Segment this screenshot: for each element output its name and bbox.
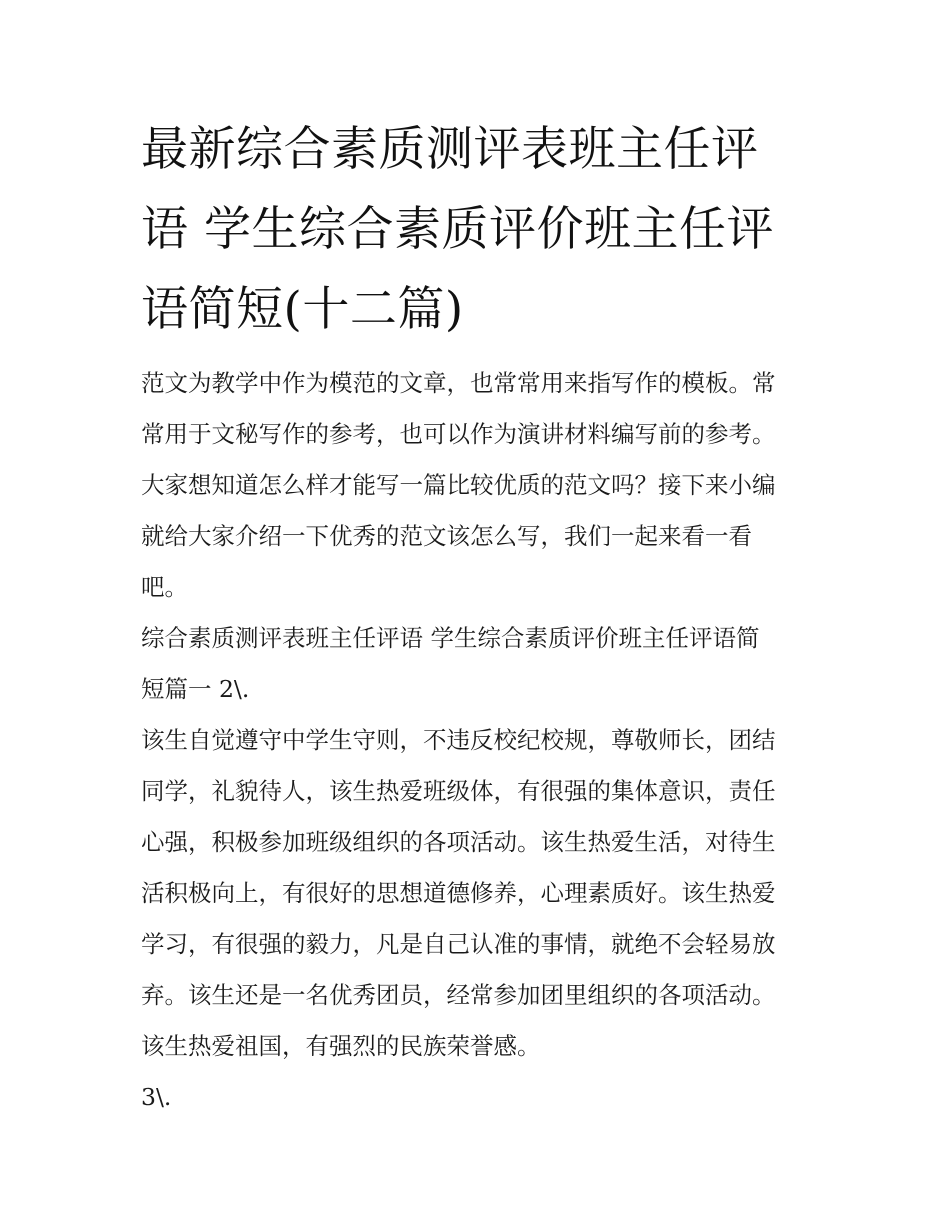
intro-line: 常用于文秘写作的参考，也可以作为演讲材料编写前的参考。 — [141, 420, 776, 448]
intro-line: 就给大家介绍一下优秀的范文该怎么写，我们一起来看一看 — [141, 522, 752, 550]
intro-line: 范文为教学中作为模范的文章，也常常用来指写作的模板。常 — [141, 369, 776, 397]
body-line: 活积极向上，有很好的思想道德修养，心理素质好。该生热爱 — [141, 879, 776, 907]
intro-line: 吧。 — [141, 573, 188, 601]
title-line: 最新综合素质测评表班主任评 — [141, 122, 759, 177]
body-line: 弃。该生还是一名优秀团员，经常参加团里组织的各项活动。 — [141, 981, 776, 1009]
intro-paragraph — [141, 358, 821, 613]
body-line: 同学，礼貌待人，该生热爱班级体，有很强的集体意识，责任 — [141, 777, 776, 805]
body-line: 心强，积极参加班级组织的各项活动。该生热爱生活，对待生 — [141, 828, 776, 856]
title-line: 语 学生综合素质评价班主任评 — [141, 202, 774, 257]
section-number: 3\. — [141, 1083, 172, 1111]
section-heading-line: 短篇一 2\. — [141, 675, 250, 703]
section-heading — [141, 613, 821, 715]
body-line: 学习，有很强的毅力，凡是自己认准的事情，就绝不会轻易放 — [141, 930, 776, 958]
document-page — [141, 110, 821, 1123]
intro-line: 大家想知道怎么样才能写一篇比较优质的范文吗？接下来小编 — [141, 471, 776, 499]
title-line: 语简短(十二篇) — [141, 282, 464, 337]
section-heading-line: 综合素质测评表班主任评语 学生综合素质评价班主任评语简 — [141, 624, 760, 652]
body-line: 该生自觉遵守中学生守则，不违反校纪校规，尊敬师长，团结 — [141, 726, 776, 754]
document-title — [141, 110, 821, 350]
body-paragraph — [141, 715, 821, 1072]
body-line: 该生热爱祖国，有强烈的民族荣誉感。 — [141, 1032, 541, 1060]
